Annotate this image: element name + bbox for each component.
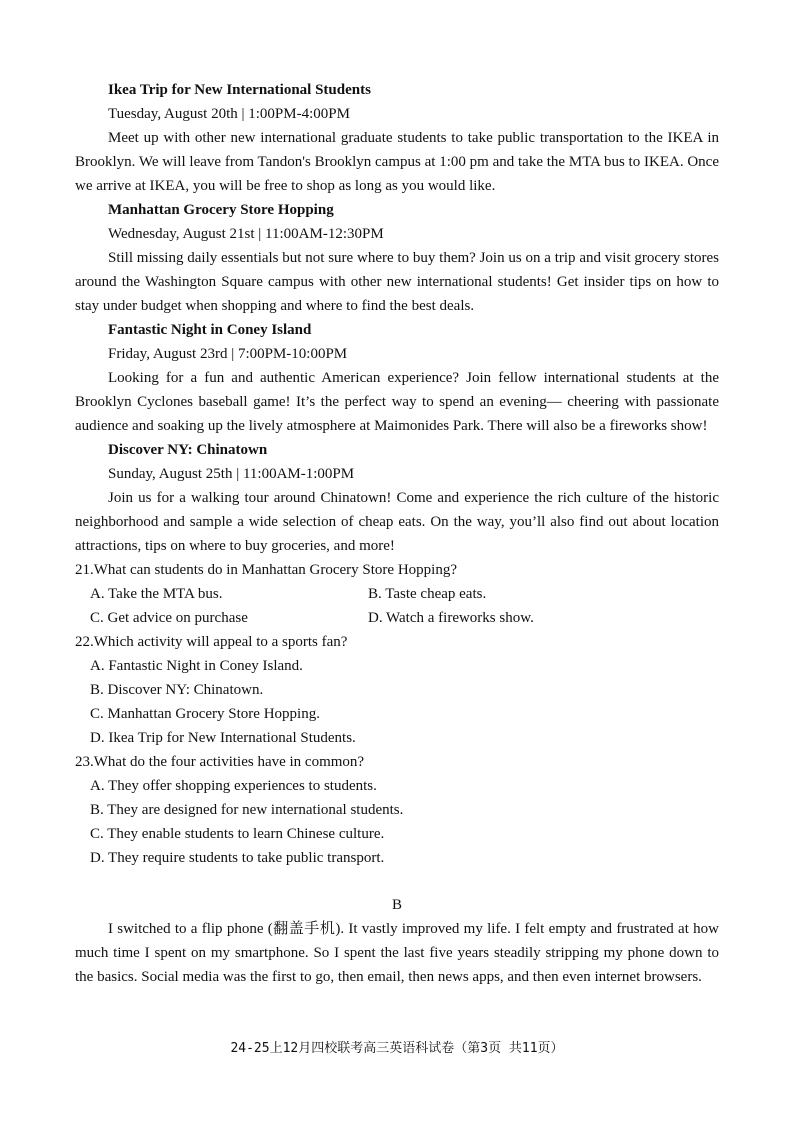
event-date: Tuesday, August 20th | 1:00PM-4:00PM: [108, 106, 350, 122]
option-b: B. They are designed for new international students.: [90, 802, 404, 818]
option-d: D. They require students to take public transport.: [90, 850, 385, 866]
event-block: [75, 318, 719, 438]
section-b-label: B: [391, 897, 402, 913]
option-a: A. They offer shopping experiences to students.: [90, 778, 377, 794]
event-description: Looking for a fun and authentic American experience? Join fellow international students at the Brooklyn Cyclones baseball game! It’s the perfect way to spend an evening— cheering with passionate audience and soaking up the lively atmosphere at Maimonides Park. There will also be a fireworks show!: [75, 370, 719, 434]
event-date: Wednesday, August 21st | 11:00AM-12:30PM: [108, 226, 384, 242]
option-b: B. Discover NY: Chinatown.: [90, 682, 264, 698]
event-block: [75, 78, 719, 198]
option-a: A. Fantastic Night in Coney Island.: [90, 658, 303, 674]
question-stem: 23.What do the four activities have in common?: [75, 754, 365, 770]
event-block: [75, 438, 719, 558]
event-title: Fantastic Night in Coney Island: [108, 322, 312, 338]
event-description: Meet up with other new international graduate students to take public transportation to the IKEA in Brooklyn. We will leave from Tandon's Brooklyn campus at 1:00 pm and take the MTA bus to IKEA. Once we arrive at IKEA, you will be free to shop as long as you would like.: [75, 130, 719, 194]
option-row: [75, 606, 719, 630]
event-description: Still missing daily essentials but not sure where to buy them? Join us on a trip and visit grocery stores around the Washington Square campus with other new international students! Get insider tips on how to stay under budget when shopping and where to find the best deals.: [75, 250, 719, 314]
page-footer: 24-25上12月四校联考高三英语科试卷（第3页 共11页）: [230, 1041, 564, 1056]
event-title: Manhattan Grocery Store Hopping: [108, 202, 334, 218]
question-21: [75, 558, 719, 630]
option-c: C. Manhattan Grocery Store Hopping.: [90, 706, 320, 722]
option-row: [75, 582, 719, 606]
option-c: C. They enable students to learn Chinese culture.: [90, 826, 385, 842]
event-title: Ikea Trip for New International Students: [108, 82, 371, 98]
question-stem: 21.What can students do in Manhattan Grocery Store Hopping?: [75, 562, 457, 578]
option-c: C. Get advice on purchase: [90, 610, 248, 626]
option-b: B. Taste cheap eats.: [368, 586, 487, 602]
event-title: Discover NY: Chinatown: [108, 442, 268, 458]
option-a: A. Take the MTA bus.: [90, 586, 223, 602]
event-date: Friday, August 23rd | 7:00PM-10:00PM: [108, 346, 348, 362]
page-content: [75, 78, 719, 989]
event-block: [75, 198, 719, 318]
option-d: D. Ikea Trip for New International Students.: [90, 730, 356, 746]
event-description: Join us for a walking tour around Chinatown! Come and experience the rich culture of the historic neighborhood and sample a wide selection of cheap eats. On the way, you’ll also find out about location attractions, tips on where to buy groceries, and more!: [75, 490, 719, 554]
event-date: Sunday, August 25th | 11:00AM-1:00PM: [108, 466, 355, 482]
question-stem: 22.Which activity will appeal to a sports fan?: [75, 634, 348, 650]
option-d: D. Watch a fireworks show.: [368, 610, 534, 626]
question-23: [75, 750, 719, 870]
question-22: [75, 630, 719, 750]
section-b-paragraph: I switched to a flip phone (翻盖手机). It vastly improved my life. I felt empty and frustrated at how much time I spent on my smartphone. So I spent the last five years steadily stripping my phone down to the basics. Social media was the first to go, then email, then news apps, and then even internet browsers.: [75, 921, 719, 985]
